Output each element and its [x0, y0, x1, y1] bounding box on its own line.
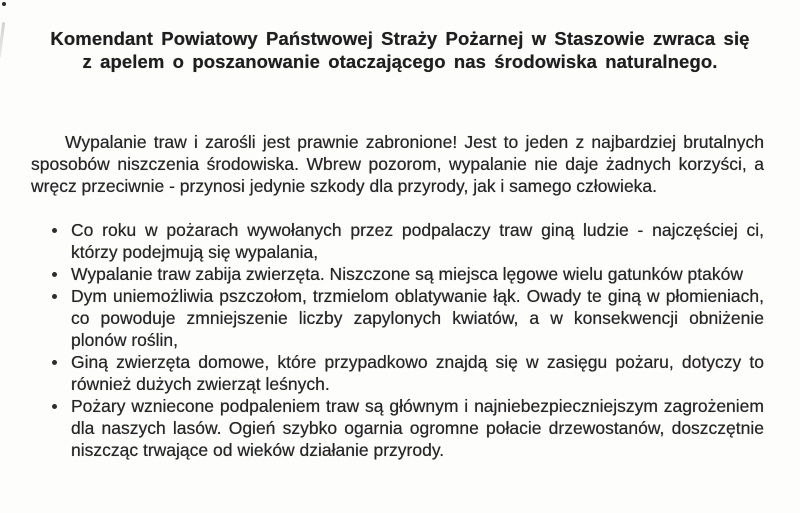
list-item-text: Pożary wzniecone podpaleniem traw są głównym i najniebezpieczniejszym zagrożeniem dla naszych lasów. Ogień szybko ogarnia ogromne połacie drzewostanów, doszczętnie niszcząc trwające od wieków działanie przyrody. [71, 396, 764, 460]
scan-smudge [0, 22, 5, 58]
document-heading [40, 27, 760, 73]
scan-speck [2, 2, 6, 6]
bullet-dot-icon [52, 272, 57, 277]
list-item-text: Dym uniemożliwia pszczołom, trzmielom oblatywanie łąk. Owady te giną w płomieniach, co powoduje zmniejszenie liczby zapylonych kwiatów, a w konsekwencji obniżenie plonów roślin, [71, 286, 764, 350]
list-item [52, 395, 764, 461]
bullet-dot-icon [52, 360, 57, 365]
bullet-list [52, 219, 764, 461]
list-item [52, 219, 764, 263]
intro-paragraph: Wypalanie traw i zarośli jest prawnie zabronione! Jest to jeden z najbardziej brutalnych sposobów niszczenia środowiska. Wbrew pozorom, wypalanie nie daje żadnych korzyści, a wręcz przeciwnie - przynosi jedynie szkody dla przyrody, jak i samego człowieka. [31, 132, 764, 196]
heading-line-2: z apelem o poszanowanie otaczającego nas środowiska naturalnego. [82, 51, 718, 72]
list-item-text: Giną zwierzęta domowe, które przypadkowo znajdą się w zasięgu pożaru, dotyczy to również dużych zwierząt leśnych. [71, 352, 764, 394]
bullet-dot-icon [52, 404, 57, 409]
list-item [52, 263, 764, 285]
list-item-text: Wypalanie traw zabija zwierzęta. Niszczone są miejsca lęgowe wielu gatunków ptaków [71, 264, 743, 284]
bullet-dot-icon [52, 294, 57, 299]
list-item-text: Co roku w pożarach wywołanych przez podpalaczy traw giną ludzie - najczęściej ci, którzy podejmują się wypalania, [71, 220, 764, 262]
bullet-dot-icon [52, 228, 57, 233]
heading-line-1: Komendant Powiatowy Państwowej Straży Pożarnej w Staszowie zwraca się [50, 28, 750, 49]
list-item [52, 285, 764, 351]
list-item [52, 351, 764, 395]
